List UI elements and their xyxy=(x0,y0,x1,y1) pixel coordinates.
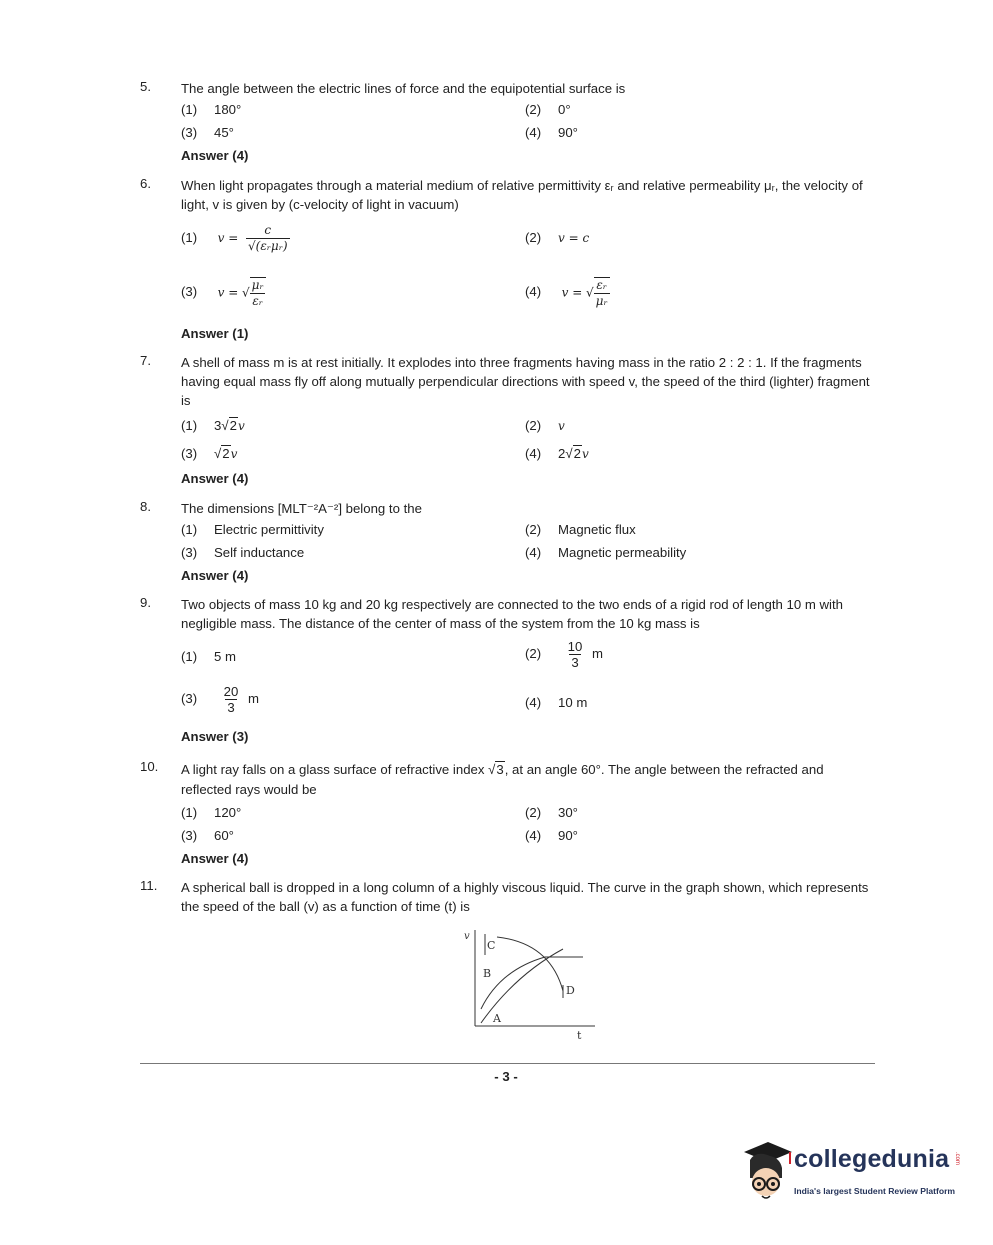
answer: Answer (4) xyxy=(181,471,249,486)
option-2: (2) Magnetic flux xyxy=(525,522,636,537)
curve-label-c: C xyxy=(487,939,496,952)
question-text: The dimensions [MLT⁻²A⁻²] belong to the xyxy=(181,501,422,516)
option-3: (3) 45° xyxy=(181,125,234,140)
question-number: 6. xyxy=(140,176,151,191)
option-3: (3) 60° xyxy=(181,828,234,843)
question-number: 8. xyxy=(140,499,151,514)
option-4: (4) v = √ $\frac{\text{εᵣ}}{\text{μᵣ}}$ xyxy=(525,278,608,308)
speed-time-graph xyxy=(455,925,605,1045)
page-number: - 3 - xyxy=(494,1069,518,1084)
option-2: (2) 30° xyxy=(525,805,578,820)
collegedunia-logo xyxy=(736,1138,961,1208)
option-1: (1) 3√2v xyxy=(181,418,245,433)
mascot-icon xyxy=(736,1138,796,1208)
question-text: A spherical ball is dropped in a long column of a highly viscous liquid. The curve in the graph shown, which represents the speed of the ball (v) as a function of time (t) is xyxy=(181,880,869,914)
question-number: 7. xyxy=(140,353,151,368)
footer-rule xyxy=(140,1063,875,1064)
option-4: (4) Magnetic permeability xyxy=(525,545,687,560)
option-4: (4) 90° xyxy=(525,125,578,140)
answer: Answer (4) xyxy=(181,148,249,163)
curve-label-b: B xyxy=(483,967,492,980)
question-number: 11. xyxy=(140,878,158,893)
answer: Answer (3) xyxy=(181,729,249,744)
option-3: (3) v = √ $\frac{\text{μᵣ}}{\text{εᵣ}}$ xyxy=(181,278,264,308)
curve-label-a: A xyxy=(493,1012,501,1025)
question-text: When light propagates through a material medium of relative permittivity εᵣ and relative permeability μᵣ, the velocity of light, v is given by (c-velocity of light in vacuum) xyxy=(181,178,863,212)
question-text: A shell of mass m is at rest initially. It explodes into three fragments having mass in the ratio 2 : 2 : 1. If the fragments having equal mass fly off along mutually perpendicular directions with speed v, the speed of the third (lighter) fragment is xyxy=(181,355,870,408)
question-text: Two objects of mass 10 kg and 20 kg respectively are connected to the two ends of a rigid rod of length 10 m with negligible mass. The distance of the center of mass of the system from the 10 kg mass is xyxy=(181,597,843,631)
option-4: (4) 2√2v xyxy=(525,446,589,461)
option-2: (2) v xyxy=(525,418,565,433)
option-1: (1) 120° xyxy=(181,805,242,820)
option-3: (3) √2v xyxy=(181,446,238,461)
logo-tagline: India's largest Student Review Platform xyxy=(794,1186,956,1196)
option-2: (2) 0° xyxy=(525,102,571,117)
option-1: (1) Electric permittivity xyxy=(181,522,324,537)
option-1: (1) 5 m xyxy=(181,649,236,664)
curve-b xyxy=(481,957,583,1009)
option-3: (3) Self inductance xyxy=(181,545,305,560)
question-number: 9. xyxy=(140,595,151,610)
option-1: (1) v = $\frac{c}{\text{√(εᵣμᵣ)}}$ xyxy=(181,223,288,253)
question-text: The angle between the electric lines of force and the equipotential surface is xyxy=(181,81,626,96)
question-number: 10. xyxy=(140,759,159,774)
option-1: (1) 180° xyxy=(181,102,242,117)
curve-label-d: D xyxy=(566,984,575,997)
question-number: 5. xyxy=(140,79,151,94)
option-3: (3) $\frac{20}{3}$ m xyxy=(181,684,260,715)
option-4: (4) 10 m xyxy=(525,695,588,710)
option-2: (2) $\frac{10}{3}$ m xyxy=(525,639,604,670)
x-axis-label: t xyxy=(577,1029,582,1042)
answer: Answer (1) xyxy=(181,326,249,341)
logo-wordmark: collegedunia xyxy=(794,1145,950,1173)
curve-d xyxy=(497,937,563,991)
option-4: (4) 90° xyxy=(525,828,578,843)
answer: Answer (4) xyxy=(181,568,249,583)
option-2: (2) v = c xyxy=(525,230,590,245)
answer: Answer (4) xyxy=(181,851,249,866)
question-text: A light ray falls on a glass surface of refractive index √3, at an angle 60°. The angle between the refracted and reflected rays would be xyxy=(181,762,824,797)
y-axis-label: v xyxy=(464,931,470,942)
logo-suffix: .com xyxy=(954,1152,960,1166)
